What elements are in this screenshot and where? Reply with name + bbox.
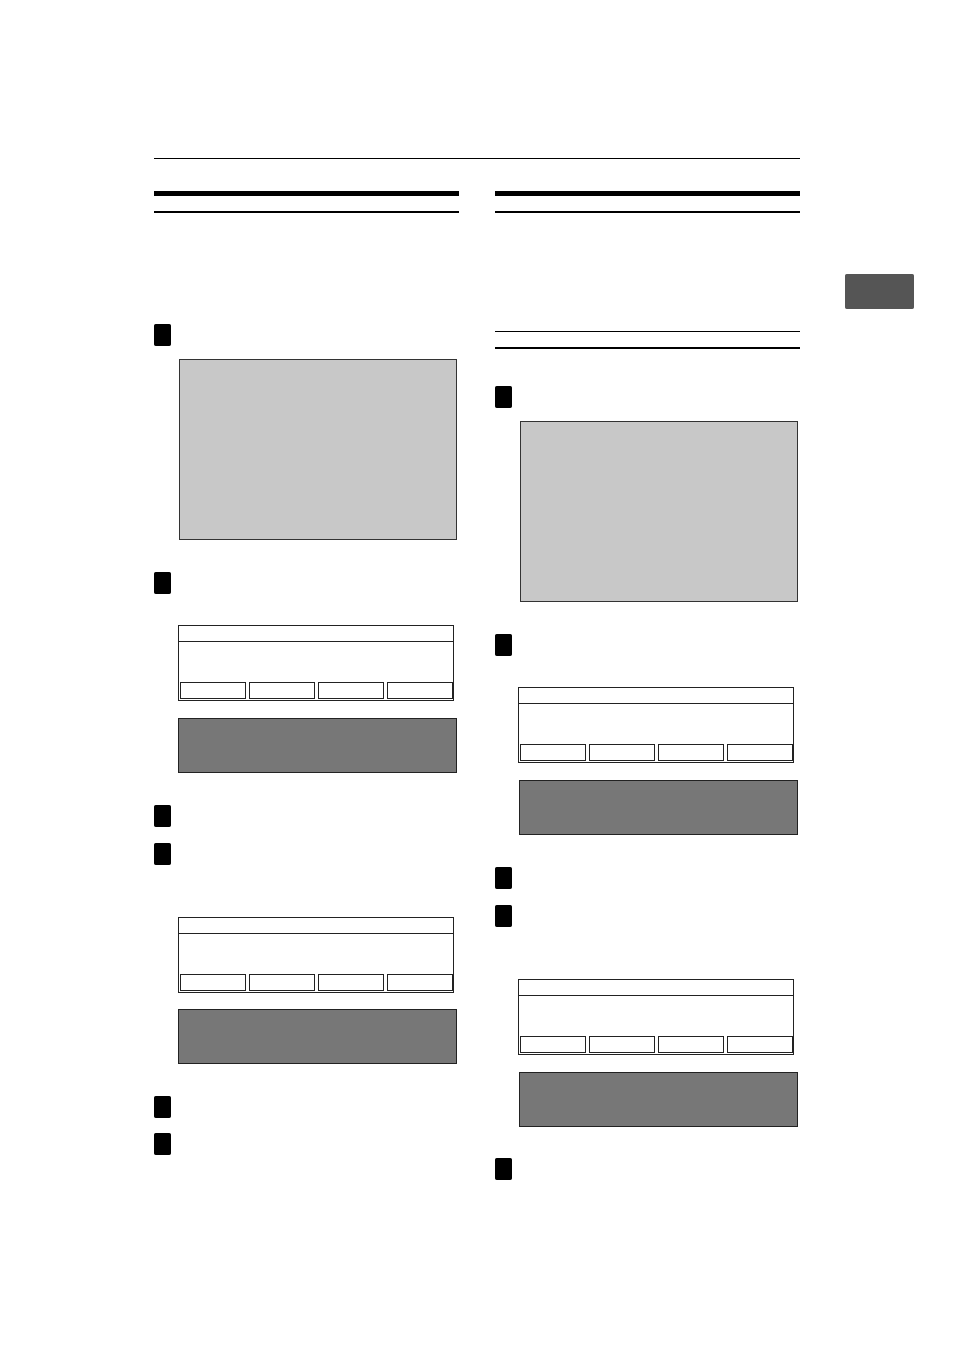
soft-key-ok[interactable]: [387, 974, 453, 991]
right-step-4: [495, 905, 800, 930]
left-step-3: [154, 805, 459, 830]
soft-key-left[interactable]: [180, 974, 246, 991]
step-number: [154, 843, 171, 865]
step-number: [495, 1158, 512, 1180]
hardware-selection-keys: [178, 718, 457, 773]
soft-key-left[interactable]: [520, 1036, 586, 1053]
section-title-selecting: [154, 191, 459, 213]
soft-key-ok[interactable]: [387, 682, 453, 699]
soft-key-right[interactable]: [589, 1036, 655, 1053]
soft-key-cancel[interactable]: [318, 974, 384, 991]
hardware-selection-keys: [178, 1009, 457, 1064]
right-step-5: [495, 1158, 800, 1183]
right-step-1: [495, 386, 800, 411]
lcd-selecting-stored-orig: [178, 917, 454, 993]
step-number: [495, 867, 512, 889]
control-panel-illustration: [520, 421, 798, 602]
soft-key-right[interactable]: [249, 974, 315, 991]
step-number: [154, 805, 171, 827]
soft-key-cancel[interactable]: [658, 744, 724, 761]
subhead-protecting-originals: [495, 331, 800, 349]
step-number: [154, 572, 171, 594]
soft-key-select[interactable]: [658, 1036, 724, 1053]
hardware-selection-keys: [519, 780, 798, 835]
step-number: [154, 1133, 171, 1155]
soft-key-ok[interactable]: [727, 1036, 793, 1053]
lcd-original-storage: [178, 625, 454, 701]
soft-key-left[interactable]: [520, 744, 586, 761]
hardware-selection-keys: [519, 1072, 798, 1127]
left-step-1: [154, 324, 459, 349]
left-step-6: [154, 1133, 459, 1158]
step-number: [495, 386, 512, 408]
left-step-4: [154, 843, 459, 868]
lcd-original-storage: [518, 687, 794, 763]
soft-key-ok[interactable]: [727, 744, 793, 761]
chapter-tab: [845, 274, 914, 309]
soft-key-cancel[interactable]: [318, 682, 384, 699]
step-number: [154, 324, 171, 346]
left-step-5: [154, 1096, 459, 1121]
soft-key-right[interactable]: [589, 744, 655, 761]
right-step-2: [495, 634, 800, 659]
control-panel-illustration: [179, 359, 457, 540]
left-step-2: [154, 572, 459, 597]
step-number: [495, 634, 512, 656]
lcd-protecting-original: [518, 979, 794, 1055]
step-number: [495, 905, 512, 927]
right-step-3: [495, 867, 800, 892]
section-title-protecting: [495, 191, 800, 213]
soft-key-right[interactable]: [249, 682, 315, 699]
header-rule: [154, 158, 800, 159]
step-number: [154, 1096, 171, 1118]
soft-key-left[interactable]: [180, 682, 246, 699]
